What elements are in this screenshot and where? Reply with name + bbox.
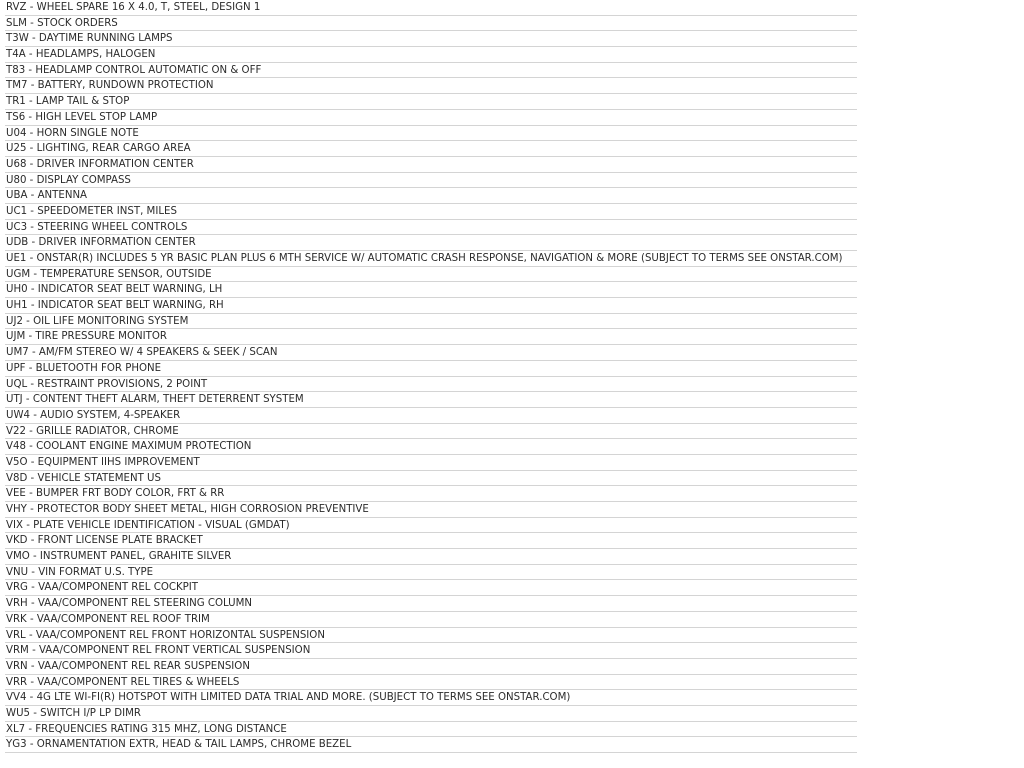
option-code-row: UBA - ANTENNA <box>5 188 857 204</box>
option-code-row: U25 - LIGHTING, REAR CARGO AREA <box>5 141 857 157</box>
option-code-row: UW4 - AUDIO SYSTEM, 4-SPEAKER <box>5 408 857 424</box>
option-code-row: UTJ - CONTENT THEFT ALARM, THEFT DETERRENT SYSTEM <box>5 392 857 408</box>
option-code-list <box>5 0 857 753</box>
option-code-row: T83 - HEADLAMP CONTROL AUTOMATIC ON & OFF <box>5 63 857 79</box>
option-code-row: U04 - HORN SINGLE NOTE <box>5 126 857 142</box>
option-code-row: TS6 - HIGH LEVEL STOP LAMP <box>5 110 857 126</box>
option-code-row: V22 - GRILLE RADIATOR, CHROME <box>5 424 857 440</box>
option-code-row: U80 - DISPLAY COMPASS <box>5 173 857 189</box>
option-code-row: VRG - VAA/COMPONENT REL COCKPIT <box>5 580 857 596</box>
option-code-row: UQL - RESTRAINT PROVISIONS, 2 POINT <box>5 377 857 393</box>
option-code-row: V48 - COOLANT ENGINE MAXIMUM PROTECTION <box>5 439 857 455</box>
option-code-row: UPF - BLUETOOTH FOR PHONE <box>5 361 857 377</box>
option-code-row: VMO - INSTRUMENT PANEL, GRAHITE SILVER <box>5 549 857 565</box>
option-code-row: V5O - EQUIPMENT IIHS IMPROVEMENT <box>5 455 857 471</box>
option-code-row: YG3 - ORNAMENTATION EXTR, HEAD & TAIL LAMPS, CHROME BEZEL <box>5 737 857 753</box>
option-code-row: VEE - BUMPER FRT BODY COLOR, FRT & RR <box>5 486 857 502</box>
option-code-row: T4A - HEADLAMPS, HALOGEN <box>5 47 857 63</box>
option-code-row: VRN - VAA/COMPONENT REL REAR SUSPENSION <box>5 659 857 675</box>
option-code-row: UJM - TIRE PRESSURE MONITOR <box>5 329 857 345</box>
option-code-row: VRH - VAA/COMPONENT REL STEERING COLUMN <box>5 596 857 612</box>
option-code-row: UM7 - AM/FM STEREO W/ 4 SPEAKERS & SEEK / SCAN <box>5 345 857 361</box>
option-code-row: VRR - VAA/COMPONENT REL TIRES & WHEELS <box>5 675 857 691</box>
option-code-row: UC3 - STEERING WHEEL CONTROLS <box>5 220 857 236</box>
option-code-row: WU5 - SWITCH I/P LP DIMR <box>5 706 857 722</box>
option-code-row: V8D - VEHICLE STATEMENT US <box>5 471 857 487</box>
option-code-row: VV4 - 4G LTE WI-FI(R) HOTSPOT WITH LIMITED DATA TRIAL AND MORE. (SUBJECT TO TERMS SEE ONSTAR.COM) <box>5 690 857 706</box>
option-code-row: VNU - VIN FORMAT U.S. TYPE <box>5 565 857 581</box>
option-code-row: UH0 - INDICATOR SEAT BELT WARNING, LH <box>5 282 857 298</box>
option-code-row: RVZ - WHEEL SPARE 16 X 4.0, T, STEEL, DESIGN 1 <box>5 0 857 16</box>
option-code-row: VKD - FRONT LICENSE PLATE BRACKET <box>5 533 857 549</box>
option-code-row: VRM - VAA/COMPONENT REL FRONT VERTICAL SUSPENSION <box>5 643 857 659</box>
option-code-row: UE1 - ONSTAR(R) INCLUDES 5 YR BASIC PLAN PLUS 6 MTH SERVICE W/ AUTOMATIC CRASH RESPONSE, NAVIGATION & MORE (SUBJECT TO TERMS SEE ONSTAR.COM) <box>5 251 857 267</box>
option-code-row: UGM - TEMPERATURE SENSOR, OUTSIDE <box>5 267 857 283</box>
option-code-row: UH1 - INDICATOR SEAT BELT WARNING, RH <box>5 298 857 314</box>
option-code-row: TR1 - LAMP TAIL & STOP <box>5 94 857 110</box>
option-code-row: UJ2 - OIL LIFE MONITORING SYSTEM <box>5 314 857 330</box>
option-code-row: XL7 - FREQUENCIES RATING 315 MHZ, LONG DISTANCE <box>5 722 857 738</box>
option-code-row: VRL - VAA/COMPONENT REL FRONT HORIZONTAL SUSPENSION <box>5 628 857 644</box>
option-code-row: T3W - DAYTIME RUNNING LAMPS <box>5 31 857 47</box>
option-code-row: VHY - PROTECTOR BODY SHEET METAL, HIGH CORROSION PREVENTIVE <box>5 502 857 518</box>
option-code-row: VRK - VAA/COMPONENT REL ROOF TRIM <box>5 612 857 628</box>
option-code-row: TM7 - BATTERY, RUNDOWN PROTECTION <box>5 78 857 94</box>
option-code-row: UC1 - SPEEDOMETER INST, MILES <box>5 204 857 220</box>
option-code-row: VIX - PLATE VEHICLE IDENTIFICATION - VISUAL (GMDAT) <box>5 518 857 534</box>
option-code-row: SLM - STOCK ORDERS <box>5 16 857 32</box>
option-code-row: UDB - DRIVER INFORMATION CENTER <box>5 235 857 251</box>
option-code-row: U68 - DRIVER INFORMATION CENTER <box>5 157 857 173</box>
